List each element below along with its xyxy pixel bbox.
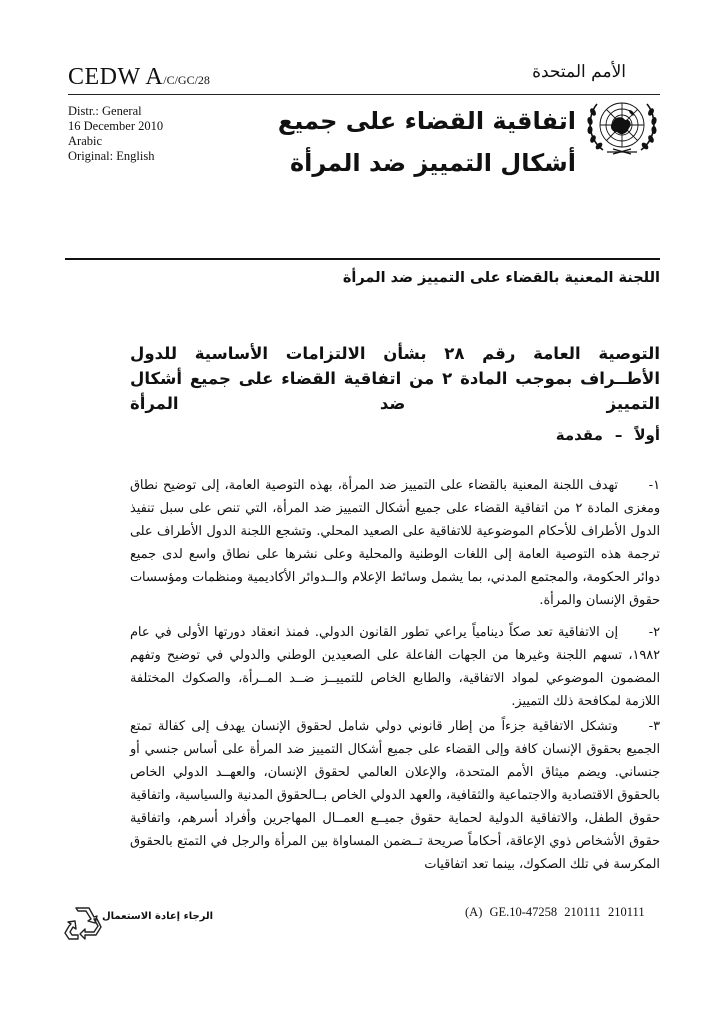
un-emblem-icon [583,96,661,158]
document-id: (A) GE.10-47258 210111 210111 [465,905,645,919]
paragraph-3 [130,715,660,876]
committee-name: اللجنة المعنية بالقضاء على التمييز ضد المرأة [342,270,660,286]
paragraph-number: ١- [648,478,660,493]
paragraph-number: ٢- [648,625,660,640]
paragraph-text: تهدف اللجنة المعنية بالقضاء على التمييز ضد المرأة، بهذه التوصية العامة، إلى توضيح نطاق ومغزى المادة ٢ من اتفاقية القضاء على جميع أشكال التمييز ضد المرأة، التي تنص على سبل تنفيذ الدول الأطراف للأحكام الموضوعية للاتفاقية على الصعيد المحلي. وتشجع اللجنة الدول الأطراف على ترجمة هذه التوصية العامة إلى اللغات الوطنية والمحلية وعلى نشرها على نطاق واسع لدى جميع دوائر الحكومة، والمجتمع المدني، بما يشمل وسائط الإعلام والــدوائر الأكاديمية ومنظمات ومؤسسات حقوق الإنسان والمرأة. [130,478,661,608]
convention-title: اتفاقية القضاء على جميع أشكال التمييز ضد المرأة [277,107,576,177]
distribution-line: Distr.: General [68,104,142,118]
recommendation-title: التوصية العامة رقم ٢٨ بشأن الالتزامات الأساسية للدول الأطــراف بموجب المادة ٢ من اتفاقية القضاء على جميع أشكال التمييز ضد المرأة [130,344,660,413]
date-line: 16 December 2010 [68,119,164,133]
header-rule [68,94,660,95]
distribution-block [68,104,163,164]
section-title: مقدمة [555,426,603,444]
recycle-text: الرجاء إعادة الاستعمال [102,911,214,922]
paragraph-2 [130,621,660,713]
title-divider [65,258,660,260]
paragraph-text: وتشكل الاتفاقية جزءاً من إطار قانوني دولي شامل لحقوق الإنسان يهدف إلى كفالة تمتع الجميع بحقوق الإنسان كافة وإلى القضاء على جميع أشكال التمييز ضد المرأة على أساس جنسي أو جنساني. ويضم ميثاق الأمم المتحدة، والإعلان العالمي لحقوق الإنسان، والعهــد الدولي الخاص بالحقوق الاقتصادية والاجتماعية والثقافية، والعهد الدولي الخاص بــالحقوق المدنية والسياسية، واتفاقية حقوق الطفل، والاتفاقية الدولية لحماية حقوق جميــع العمــال المهاجرين وأفراد أسرهم، واتفاقية حقوق الأشخاص ذوي الإعاقة، أحكاماً صريحة تــضمن المساواة بين المرأة والرجل في التمتع بالحقوق المكرسة في تلك الصكوك، بينما تعد اتفاقيات [130,719,660,872]
document-symbol-main: CEDW A [68,64,164,90]
paragraph-number: ٣- [648,719,660,734]
original-language-line: Original: English [68,149,155,163]
section-heading [556,426,660,444]
paragraph-text: إن الاتفاقية تعد صكاً دينامياً يراعي تطور القانون الدولي. فمنذ انعقاد دورتها الأولى في عام ١٩٨٢، تسهم اللجنة وغيرها من الجهات الفاعلة على الصعيدين الوطني والدولي في توضيح وتفهم المضمون الموضوعي لمواد الاتفاقية، والطابع الخاص للتمييــز ضــد المــرأة، والصكوك المختلفة اللازمة لمكافحة ذلك التمييز. [130,625,660,709]
organization-name: الأمم المتحدة [532,62,626,82]
language-line: Arabic [68,134,103,148]
section-dash: – [614,426,623,444]
paragraph-1 [130,474,660,612]
recycle-icon [64,905,104,941]
section-number: أولاً [634,426,660,444]
document-symbol [68,64,210,91]
document-symbol-suffix: /C/GC/28 [163,73,210,87]
